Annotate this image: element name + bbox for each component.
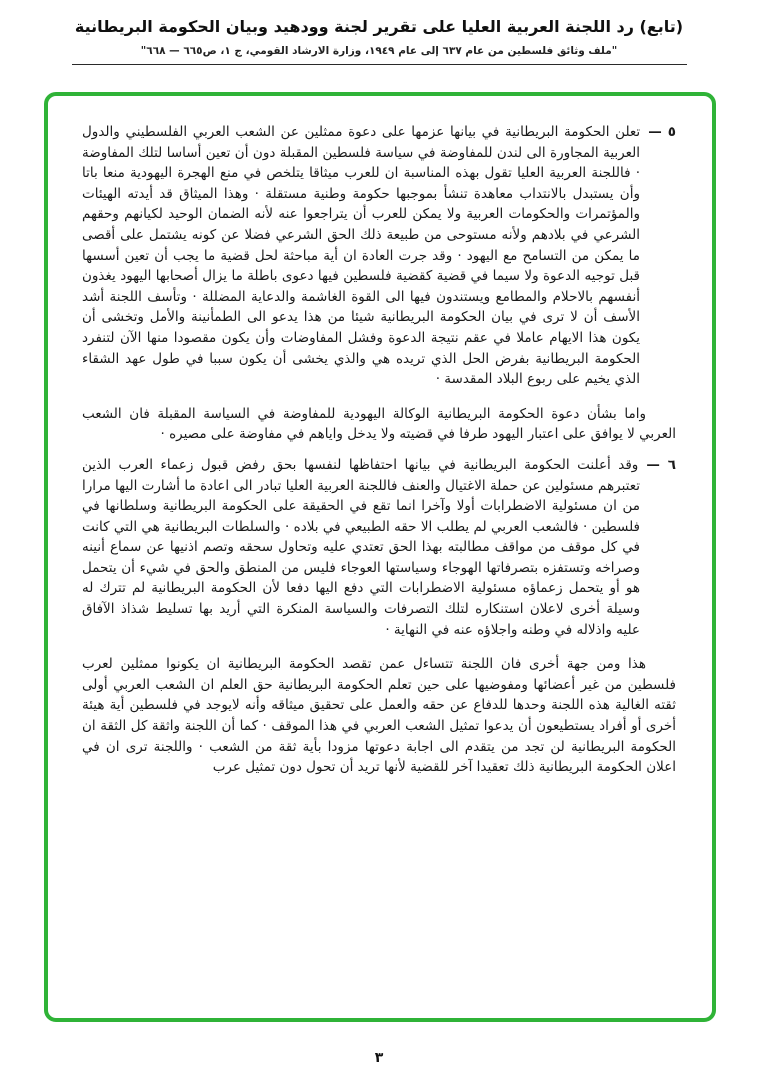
header-divider (72, 64, 687, 65)
paragraph-5-number: ٥ — (648, 124, 677, 140)
paragraph-6-continuation (82, 654, 676, 778)
content-border-box (44, 92, 716, 1022)
paragraph-5 (82, 122, 676, 390)
page-header (0, 16, 758, 65)
source-citation: "ملف وثائق فلسطين من عام ٦٣٧ إلى عام ١٩٤٩، وزارة الارشاد القومي، ج ١، ص٦٦٥ — ٦٦٨" (140, 44, 618, 57)
document-body (82, 122, 676, 778)
paragraph-6-number: ٦ — (646, 456, 676, 473)
paragraph-5-continuation (82, 404, 676, 445)
paragraph-6 (82, 455, 676, 640)
paragraph-5-continuation-text: واما بشأن دعوة الحكومة البريطانية الوكالة اليهودية للمفاوضة في السياسة المقبلة فان الشعب العربي لا يوافق على اعتبار اليهود طرفا في قضيته ولا يدخل واياهم في مفاوضة على مصيره · (82, 405, 676, 443)
paragraph-5-text: تعلن الحكومة البريطانية في بيانها عزمها على دعوة ممثلين عن الشعب العربي الفلسطيني والدول العربية المجاورة الى لندن للمفاوضة في سياسة فلسطين المقبلة دون أن تعين أساسا لتلك المفاوضة · فاللجنة العربية العليا تقول بهذه المناسبة ان للعرب ميثاقا يتلخص في منع الهجرة اليهودية منعا باتا وأن يستبدل بالانتداب معاهدة تنشأ بموجبها حكومة وطنية مستقلة · وهذا الميثاق قد أيدته الهيئات والمؤتمرات والحكومات العربية ولا يمكن للعرب أن يتراجعوا عنه لأنه الضمان الوحيد لكيانهم وحقهم الشرعي في بلادهم ولأنه مستوحى من طبيعة ذلك الحق الشرعي فضلا عن كونه يشتمل على أقصى ما يمكن من التسامح مع اليهود · وقد جرت العادة ان أية مباحثة لحل قضية ما يجب أن تعين أسسها قبل توجيه الدعوة ولا سيما في قضية كقضية فلسطين فيها دعوى باطلة ما يزال أصحابها اليهود يغذون أنفسهم بالاحلام والمطامع ويستندون فيها الى القوة الغاشمة والدعاية المضللة · وتأسف اللجنة أشد الأسف أن لا ترى في بيان الحكومة البريطانية شيئا من هذا يدعو الى الطمأنينة والأمل وتخشى أن يكون هذا الايهام عاملا في عقم نتيجة الدعوة وفشل المفاوضات وأن يكون مقصودا منها الآن لتنفرد الحكومة البريطانية بفرض الحل الذي تريده هي والذي يخشى أن يكون سببا في طول عهد الشقاء الذي يخيم على ربوع البلاد المقدسة · (82, 124, 641, 388)
paragraph-6-continuation-text: هذا ومن جهة أخرى فان اللجنة تتساءل عمن تقصد الحكومة البريطانية ان يكونوا ممثلين لعرب فلسطين من غير أعضائها ومفوضيها على حين تعلم الحكومة البريطانية حق العلم ان الشعب العربي أولى ثقته الغالية هذه اللجنة وحدها للدفاع عن حقه والعمل على تحقيق ميثاقه وأنه لايوجد في فلسطين أية هيئة أخرى أو أفراد يستطيعون أن يدعوا تمثيل الشعب العربي في هذا الموقف · كما أن اللجنة واثقة كل الثقة ان الحكومة البريطانية لن تجد من يتقدم الى اجابة دعوتها مزودا بأية ثقة من الشعب · واللجنة ترى ان في اعلان الحكومة البريطانية ذلك تعقيدا آخر للقضية لأنها تريد أن تحول دون تمثيل عرب (82, 656, 676, 776)
paragraph-6-text: وقد أعلنت الحكومة البريطانية في بيانها احتفاظها لنفسها بحق رفض قبول زعماء العرب الذين تعتبرهم مسئولين عن حملة الاغتيال والعنف فاللجنة العربية العليا تبادر الى اعادة ما أشارت اليها مرارا من ان مسئولية الاضطرابات أولا وآخرا انما تقع في الحقيقة على الحكومة البريطانية وسلطانها في فلسطين · فالشعب العربي لم يطلب الا حقه الطبيعي في بلاده · والسلطات البريطانية هي التي كانت في كل موقف من مواقف مطالبته بهذا الحق تعتدي عليه وتحاول سحقه وتصم اذنيها عن سماع أنينه وصراخه وتستفزه بتصرفاتها الهوجاء وسياستها العوجاء فليس من المنطق والحق في شيء أن يتحمل هو أو يتحمل زعماؤه مسئولية الاضطرابات التي دفع اليها دفعا لأن الحكومة البريطانية لم تترك له وسيلة أخرى لاعلان استنكاره لتلك التصرفات والسياسة المنكرة التي أريد بها تسليط شذاذ الآفاق عليه واذلاله في وطنه واجلاؤه عنه في النهاية · (82, 456, 640, 638)
document-title: (تابع) رد اللجنة العربية العليا على تقرير لجنة وودهيد وبيان الحكومة البريطانية (74, 17, 684, 36)
page-number: ٣ (374, 1050, 384, 1066)
